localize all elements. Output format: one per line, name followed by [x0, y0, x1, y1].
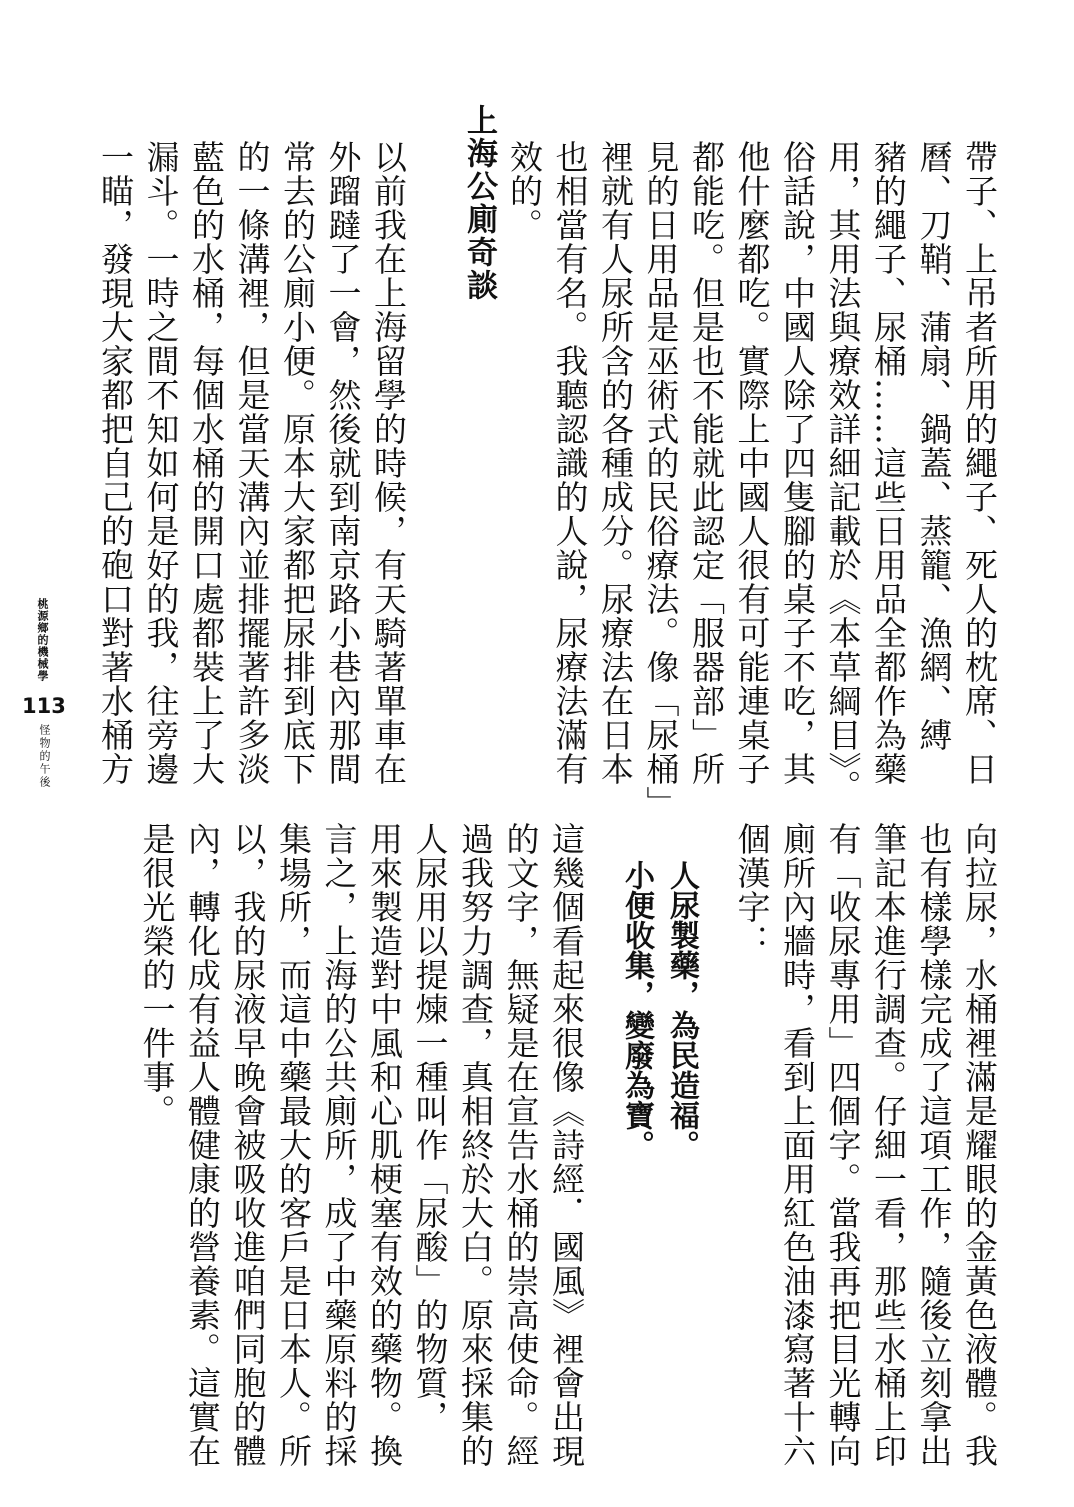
text-line: 曆、刀鞘、蒲扇、鍋蓋、蒸籠、漁網、縛 [914, 140, 954, 752]
text-line: 用，其用法與療效詳細記載於《本草綱目》。 [823, 140, 863, 804]
text-line: 藍色的水桶，每個水桶的開口處都裝上了大 [187, 140, 226, 786]
bottom-paragraph-2 [134, 822, 589, 1468]
text-line: 也有樣學樣完成了這項工作，隨後立刻拿出 [914, 822, 954, 1468]
text-line: 過我努力調查，真相終於大白。原來採集的 [456, 822, 495, 1468]
text-line: 這幾個看起來很像《詩經．國風》裡會出現 [547, 822, 586, 1468]
text-line: 帶子、上吊者所用的繩子、死人的枕席、日 [960, 140, 999, 786]
text-line: 外蹓躂了一會，然後就到南京路小巷內那間 [323, 140, 363, 786]
page-number: 113 [22, 694, 66, 718]
text-line: 用來製造對中風和心肌梗塞有效的藥物。換 [365, 822, 404, 1468]
text-line: 俗話說，中國人除了四隻腳的桌子不吃，其 [778, 140, 817, 786]
text-line: 一瞄，發現大家都把自己的砲口對著水桶方 [96, 140, 135, 786]
text-line: 也相當有名。我聽認識的人說，尿療法滿有 [550, 140, 590, 786]
text-line: 常去的公廁小便。原本大家都把尿排到底下 [278, 140, 317, 786]
text-line: 以，我的尿液早晚會被吸收進咱們同胞的體 [228, 822, 268, 1468]
slogan-line: 小便收集，變廢為寶。 [619, 860, 654, 1160]
text-line: 廁所內牆時，看到上面用紅色油漆寫著十六 [778, 822, 817, 1468]
text-line: 他什麼都吃。實際上中國人很有可能連桌子 [732, 140, 772, 786]
text-line: 筆記本進行調查。仔細一看，那些水桶上印 [869, 822, 908, 1468]
top-paragraph-2 [93, 140, 412, 786]
text-line: 言之，上海的公共廁所，成了中藥原料的採 [319, 822, 359, 1468]
text-line: 的一條溝裡，但是當天溝內並排擺著許多淡 [232, 140, 272, 786]
text-line: 向拉尿，水桶裡滿是耀眼的金黃色液體。我 [960, 822, 999, 1468]
text-line: 裡就有人尿所含的各種成分。尿療法在日本 [596, 140, 635, 786]
text-line: 的文字，無疑是在宣告水桶的崇高使命。經 [501, 822, 541, 1468]
text-line: 豬的繩子、尿桶……這些日用品全都作為藥 [869, 140, 908, 786]
running-header-book-title: 桃源鄉的機械學 [36, 598, 49, 682]
text-line: 見的日用品是巫術式的民俗療法。像「尿桶」 [641, 140, 681, 820]
text-line: 人尿用以提煉一種叫作「尿酸」的物質， [410, 822, 450, 1434]
text-line: 內，轉化成有益人體健康的營養素。這實在 [183, 822, 222, 1468]
toilet-wall-slogans [614, 860, 704, 1160]
text-line: 個漢字： [732, 822, 772, 958]
text-line: 漏斗。一時之間不知如何是好的我，往旁邊 [141, 140, 181, 786]
text-line: 有「收尿專用」四個字。當我再把目光轉向 [823, 822, 863, 1468]
slogan-line: 人尿製藥，為民造福。 [664, 860, 699, 1160]
text-line: 集場所，而這中藥最大的客戶是日本人。所 [274, 822, 313, 1468]
text-line: 都能吃。但是也不能就此認定「服器部」所 [687, 140, 726, 786]
top-paragraph-1 [502, 140, 1003, 820]
section-title: 上海公廁奇談 [461, 104, 497, 302]
bottom-paragraph-1 [729, 822, 1002, 1468]
text-line: 效的。 [505, 140, 544, 242]
text-line: 以前我在上海留學的時候，有天騎著單車在 [369, 140, 408, 786]
text-line: 是很光榮的一件事。 [137, 822, 177, 1128]
running-header-chapter-title: 怪物的午後 [38, 724, 51, 789]
